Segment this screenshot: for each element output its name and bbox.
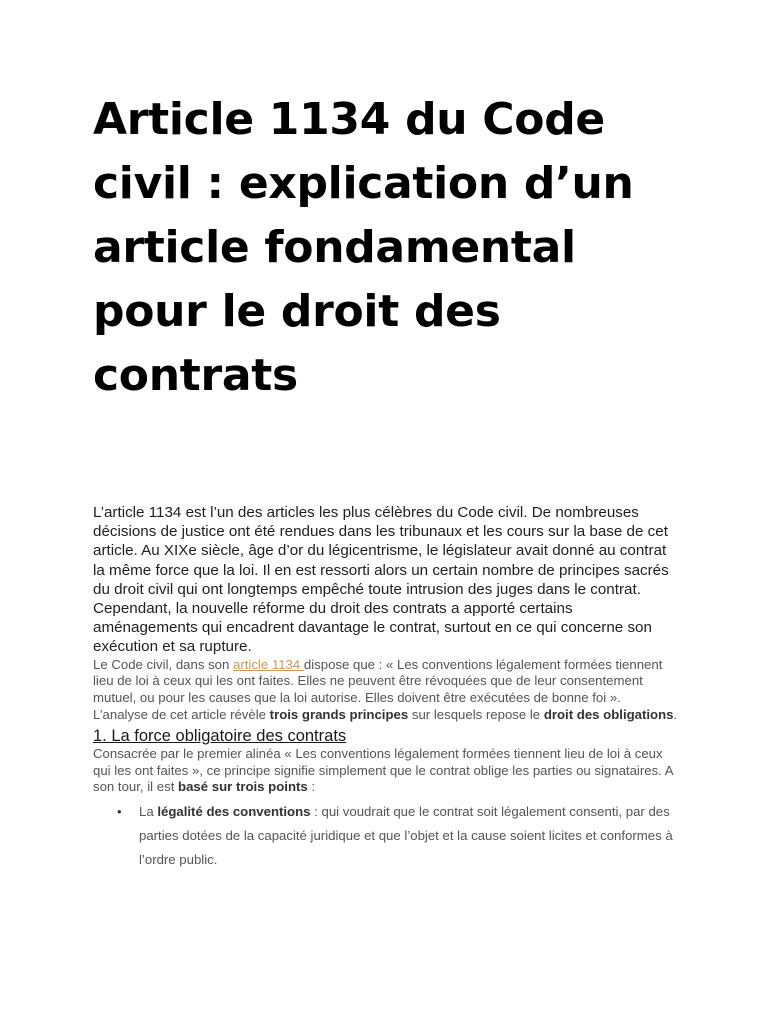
intro-paragraph: L’article 1134 est l’un des articles les plus célèbres du Code civil. De nombreuses décisions de justice ont été rendues dans les tribunaux et les cours sur la base de cet article. Au XIXe siècle, âge d’or du légicentrisme, le législateur avait donné au contrat la même force que la loi. Il en est ressorti alors un certain nombre de principes sacrés du droit civil qui ont longtemps empêché toute intrusion des juges dans le contrat. Cependant, la nouvelle réforme du droit des contrats a apporté certains aménagements qui encadrent davantage le contrat, surtout en ce qui concerne son exécution et sa rupture.	[93, 504, 669, 656]
section-text-after: :	[307, 779, 316, 795]
analysis-text-middle: sur lesquels repose le	[408, 707, 544, 723]
list-item	[117, 800, 678, 872]
analysis-paragraph	[93, 707, 678, 724]
bullet-icon: •	[117, 804, 122, 820]
list-item-bold: légalité des conventions	[157, 804, 311, 820]
analysis-bold-principles: trois grands principes	[269, 707, 409, 723]
article-1134-link[interactable]: article 1134	[233, 656, 304, 672]
list-item-text-before: La	[139, 804, 158, 820]
section-heading: 1. La force obligatoire des contrats	[93, 726, 347, 745]
page-title: Article 1134 du Code civil : explication d’un article fondamental pour le droit des contrats	[93, 94, 634, 401]
points-list	[93, 800, 678, 872]
document-page	[93, 88, 678, 872]
quote-paragraph	[93, 657, 678, 707]
section-paragraph	[93, 746, 678, 796]
section-text-before: Consacrée par le premier alinéa « Les conventions légalement formées tiennent lieu de loi à ceux qui les ont faites », ce principe signifie simplement que le contrat oblige les parties ou signataires. A son tour, il est	[93, 745, 673, 795]
analysis-bold-obligations: droit des obligations	[543, 707, 674, 723]
analysis-text-after: .	[673, 707, 678, 723]
quote-text-after: dispose que : « Les conventions légalement formées tiennent lieu de loi à ceux qui les ont faites. Elles ne peuvent être révoquées que de leur consentement mutuel, ou pour les causes que la loi autorise. Elles doivent être exécutées de bonne foi ».	[93, 656, 663, 706]
analysis-text-before: L’analyse de cet article révèle	[93, 707, 270, 723]
section-bold-points: basé sur trois points	[178, 779, 308, 795]
list-item-text-after: : qui voudrait que le contrat soit légalement consenti, par des parties dotées de la capacité juridique et que l’objet et la cause soient licites et conformes à l’ordre public.	[139, 804, 673, 868]
quote-text-before: Le Code civil, dans son	[93, 656, 234, 672]
